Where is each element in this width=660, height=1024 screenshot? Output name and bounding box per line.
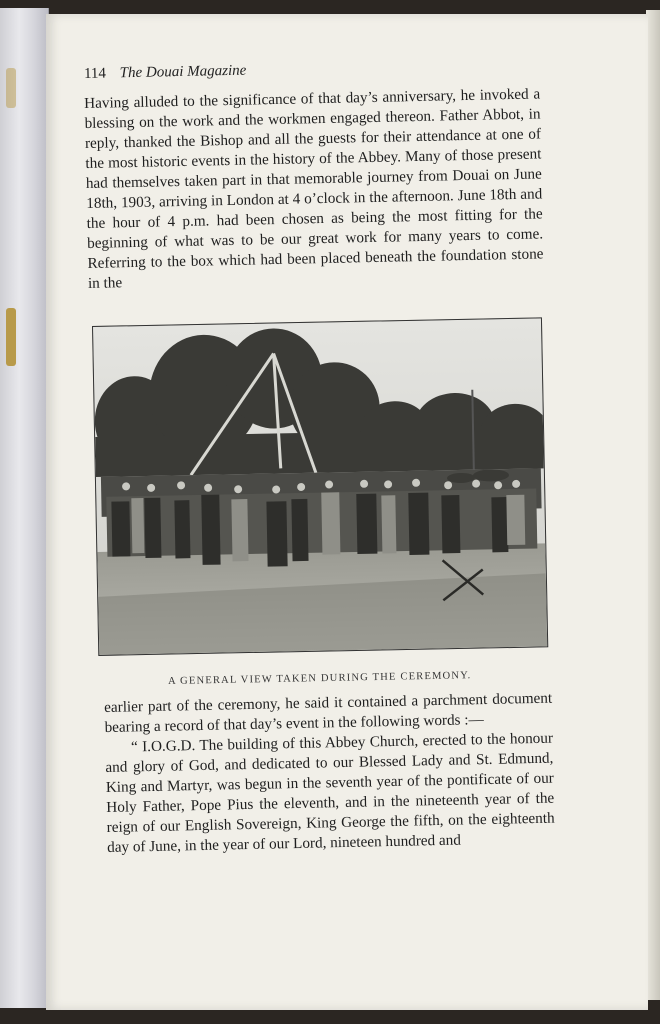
running-head: [84, 63, 247, 83]
paragraph: earlier part of the ceremony, he said it contained a parchment document bearing a record of that day’s event in the following words :—: [104, 689, 553, 736]
top-text-block: [84, 84, 544, 294]
page-edge-stain: [6, 308, 16, 366]
book-page-edges: [0, 8, 49, 1008]
bottom-text-block: [104, 689, 555, 858]
paragraph: Having alluded to the significance of that day’s anniversary, he invoked a blessing on the work and the workmen engaged thereon. Father Abbot, in reply, thanked the Bishop and all the guests for their attendance at one of the most historic events in the history of the Abbey. Many of those present had themselves taken part in that memorable journey from Douai on June 18th, 1903, arriving in London at 4 o’clock in the afternoon. June 18th and the hour of 4 p.m. had been chosen as being the most fitting for the beginning of what was to be our great work for many years to come. Referring to the box which had been placed beneath the foundation stone in the: [84, 85, 544, 292]
quoted-paragraph: “ I.O.G.D. The building of this Abbey Church, erected to the honour and glory of God, and dedicated to our Blessed Lady and St. Edmund, King and Martyr, was begun in the seventh year of the pontificate of our Holy Father, Pope Pius the eleventh, and in the nineteenth year of the reign of our English Sovereign, King George the fifth, on the eighteenth day of June, in the year of our Lord, nineteen hundred and: [105, 729, 555, 856]
ceremony-photograph: [92, 317, 548, 656]
book-right-edge: [646, 10, 660, 1000]
photo-image: [93, 318, 547, 655]
figure-caption: A GENERAL VIEW TAKEN DURING THE CEREMONY.: [168, 670, 472, 687]
page-edge-stain: [6, 68, 16, 108]
journal-title: The Douai Magazine: [119, 62, 247, 82]
page-number: 114: [83, 65, 107, 82]
